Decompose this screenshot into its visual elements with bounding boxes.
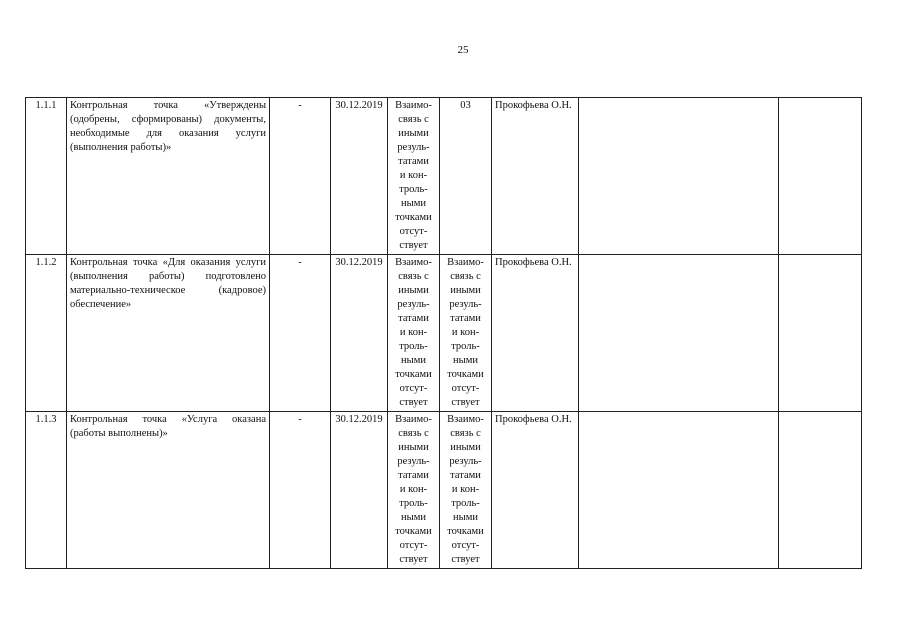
relation-line: и кон- bbox=[399, 327, 428, 338]
relation-line: ствует bbox=[451, 554, 480, 565]
relation-line: ными bbox=[401, 355, 426, 366]
relation-line: связь с bbox=[398, 428, 429, 439]
relation-line: троль- bbox=[451, 498, 480, 509]
relation-line: отсут- bbox=[399, 226, 428, 237]
relation-line: точками bbox=[447, 526, 484, 537]
end-date-cell: 30.12.2019 bbox=[331, 412, 388, 569]
relation-line: точками bbox=[395, 526, 432, 537]
start-date-cell: - bbox=[270, 412, 331, 569]
relation-line: троль- bbox=[399, 184, 428, 195]
relation-line: резуль- bbox=[397, 456, 430, 467]
relation-next-cell bbox=[440, 98, 492, 255]
table-row bbox=[26, 255, 862, 412]
row-number: 1.1.2 bbox=[26, 255, 67, 412]
relation-line: и кон- bbox=[451, 484, 480, 495]
relation-line: резуль- bbox=[449, 299, 482, 310]
relation-line: отсут- bbox=[451, 540, 480, 551]
relation-prev-cell bbox=[388, 412, 440, 569]
relation-line: отсут- bbox=[399, 540, 428, 551]
relation-line: иными bbox=[398, 285, 429, 296]
relation-line: резуль- bbox=[397, 142, 430, 153]
row-number: 1.1.3 bbox=[26, 412, 67, 569]
start-date-cell: - bbox=[270, 255, 331, 412]
control-points-table bbox=[25, 97, 862, 569]
relation-line: отсут- bbox=[399, 383, 428, 394]
relation-line: троль- bbox=[451, 341, 480, 352]
extra-cell-1 bbox=[579, 98, 779, 255]
extra-cell-1 bbox=[579, 255, 779, 412]
responsible-cell: Прокофьева О.Н. bbox=[492, 255, 579, 412]
relation-line: иными bbox=[450, 285, 481, 296]
relation-line: связь с bbox=[398, 271, 429, 282]
control-point-name: Контрольная точка «Услуга оказана (работы выполнены)» bbox=[67, 412, 270, 569]
relation-line: ными bbox=[453, 512, 478, 523]
relation-line: Взаимо- bbox=[395, 100, 432, 111]
relation-line: резуль- bbox=[397, 299, 430, 310]
relation-line: Взаимо- bbox=[395, 414, 432, 425]
start-date-cell: - bbox=[270, 98, 331, 255]
relation-line: татами bbox=[398, 313, 429, 324]
relation-next-cell bbox=[440, 412, 492, 569]
relation-line: троль- bbox=[399, 341, 428, 352]
extra-cell-2 bbox=[779, 98, 862, 255]
relation-line: татами bbox=[450, 470, 481, 481]
relation-line: ствует bbox=[399, 397, 428, 408]
relation-line: точками bbox=[395, 212, 432, 223]
relation-line: точками bbox=[395, 369, 432, 380]
relation-line: и кон- bbox=[399, 170, 428, 181]
relation-line: иными bbox=[398, 128, 429, 139]
relation-line: 03 bbox=[460, 100, 471, 111]
relation-line: троль- bbox=[399, 498, 428, 509]
extra-cell-2 bbox=[779, 412, 862, 569]
control-point-name: Контрольная точка «Для оказания услуги (выполнения работы) подготовлено материально-техническое (кадровое) обеспечение» bbox=[67, 255, 270, 412]
relation-line: ствует bbox=[399, 554, 428, 565]
relation-line: Взаимо- bbox=[447, 257, 484, 268]
relation-line: Взаимо- bbox=[447, 414, 484, 425]
control-point-name: Контрольная точка «Утверждены (одобрены, сформированы) документы, необходимые для оказания услуги (выполнения работы)» bbox=[67, 98, 270, 255]
relation-line: Взаимо- bbox=[395, 257, 432, 268]
end-date-cell: 30.12.2019 bbox=[331, 255, 388, 412]
extra-cell-1 bbox=[579, 412, 779, 569]
row-number: 1.1.1 bbox=[26, 98, 67, 255]
relation-line: ными bbox=[401, 512, 426, 523]
relation-line: отсут- bbox=[451, 383, 480, 394]
extra-cell-2 bbox=[779, 255, 862, 412]
relation-line: ствует bbox=[451, 397, 480, 408]
page-number: 25 bbox=[457, 44, 469, 56]
relation-line: ствует bbox=[399, 240, 428, 251]
relation-line: резуль- bbox=[449, 456, 482, 467]
relation-prev-cell bbox=[388, 98, 440, 255]
table-row bbox=[26, 98, 862, 255]
table-row bbox=[26, 412, 862, 569]
responsible-cell: Прокофьева О.Н. bbox=[492, 412, 579, 569]
relation-line: татами bbox=[398, 470, 429, 481]
responsible-cell: Прокофьева О.Н. bbox=[492, 98, 579, 255]
relation-line: и кон- bbox=[451, 327, 480, 338]
relation-line: ными bbox=[401, 198, 426, 209]
relation-line: связь с bbox=[450, 271, 481, 282]
relation-line: иными bbox=[398, 442, 429, 453]
relation-next-cell bbox=[440, 255, 492, 412]
relation-line: татами bbox=[398, 156, 429, 167]
relation-line: связь с bbox=[398, 114, 429, 125]
relation-line: татами bbox=[450, 313, 481, 324]
relation-line: ными bbox=[453, 355, 478, 366]
relation-line: связь с bbox=[450, 428, 481, 439]
relation-line: иными bbox=[450, 442, 481, 453]
end-date-cell: 30.12.2019 bbox=[331, 98, 388, 255]
relation-prev-cell bbox=[388, 255, 440, 412]
relation-line: и кон- bbox=[399, 484, 428, 495]
relation-line: точками bbox=[447, 369, 484, 380]
